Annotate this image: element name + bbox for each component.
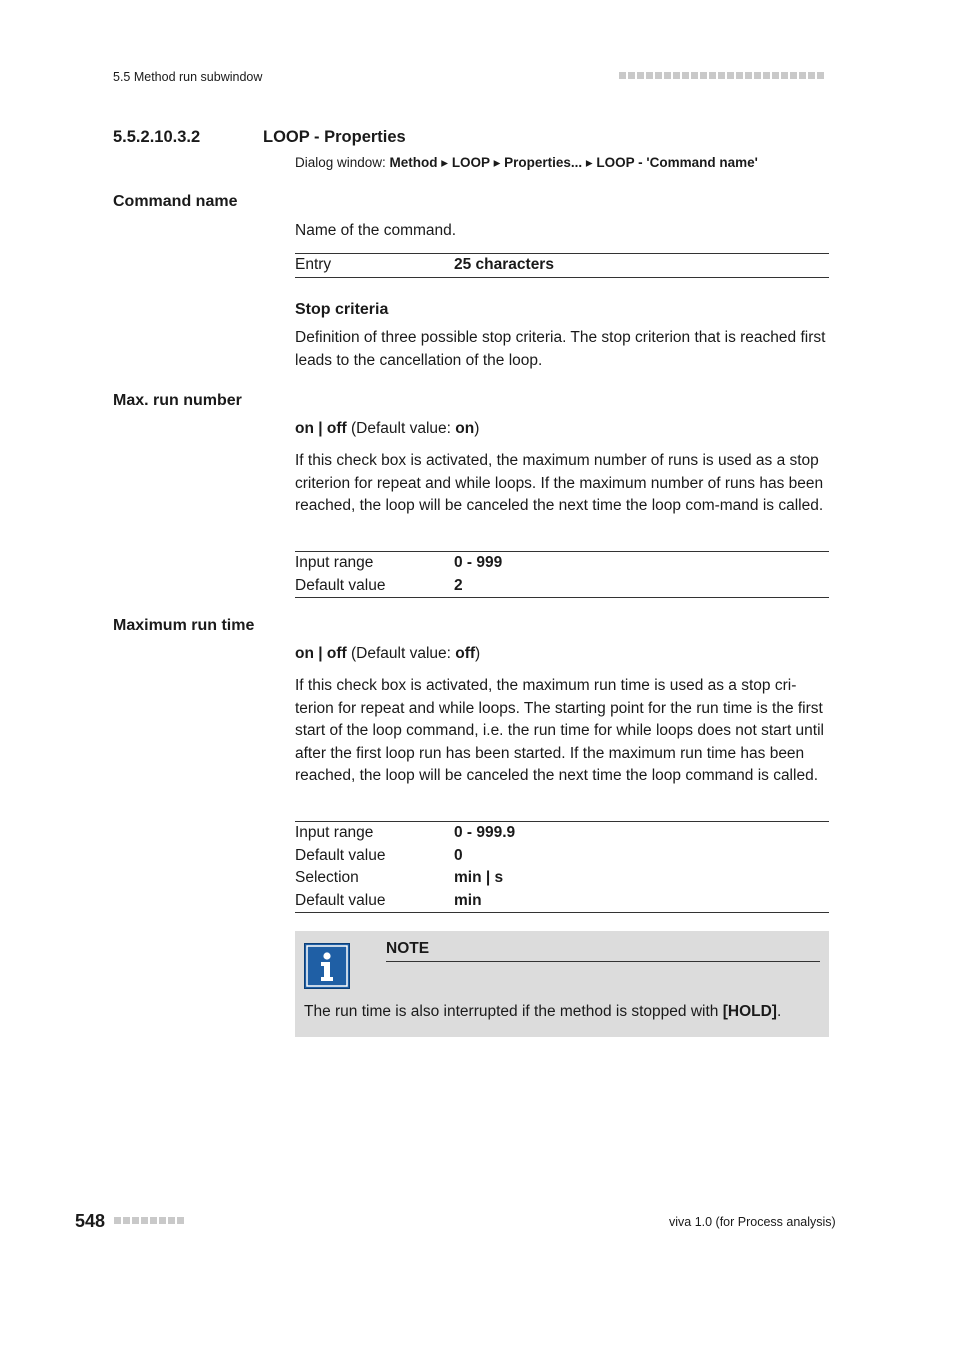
- options-value: on | off: [295, 645, 347, 662]
- table-key: Input range: [295, 824, 374, 841]
- table-row: [295, 845, 829, 868]
- table-row: [295, 552, 829, 575]
- max-run-number-description: If this check box is activated, the maximum number of runs is used as a stop criterion for repeat and while loops. If the maximum number of runs has been reached, the loop will be canceled the next time the loop com-mand is called.: [295, 452, 824, 514]
- maximum-run-time-label: Maximum run time: [113, 617, 255, 634]
- table-value: 0 - 999: [454, 554, 503, 571]
- stop-criteria-description: Definition of three possible stop criteria. The stop criterion that is reached first leads to the cancellation of the loop.: [295, 329, 826, 369]
- section-number: 5.5.2.10.3.2: [113, 128, 201, 146]
- maximum-run-time-options: [295, 643, 829, 666]
- stop-criteria-heading: Stop criteria: [295, 301, 389, 318]
- max-run-number-options: [295, 418, 829, 441]
- table-key: Default value: [295, 576, 386, 594]
- table-value: min | s: [454, 869, 504, 886]
- default-value: off: [455, 645, 476, 662]
- command-name-label: Command name: [113, 193, 238, 210]
- default-prefix: (Default value:: [346, 420, 456, 437]
- table-row: [295, 890, 829, 913]
- dialog-prefix: Dialog window:: [295, 155, 390, 170]
- maximum-run-time-description: If this check box is activated, the maximum run time is used as a stop cri-terion for repeat and while loops. The starting point for the run time is the first start of the loop command, i.e. the run time for while loops does not start until after the first loop run has been started. If the maximum run time has been reached, the loop will be canceled the next time the loop command is called.: [295, 677, 824, 784]
- maximum-run-time-table: [295, 821, 829, 913]
- footer-dot-bar: [114, 1217, 184, 1225]
- table-key: Default value: [295, 891, 386, 909]
- footer-product: viva 1.0 (for Process analysis): [669, 1215, 836, 1229]
- table-key: Selection: [295, 869, 359, 886]
- note-box: [295, 931, 829, 1037]
- note-text-suffix: .: [776, 1003, 782, 1020]
- info-icon: [304, 943, 350, 989]
- options-value: on | off: [295, 420, 347, 437]
- command-name-description: Name of the command.: [295, 222, 457, 239]
- table-row: [295, 867, 829, 890]
- table-key: Default value: [295, 846, 386, 864]
- note-text: [304, 1003, 781, 1021]
- table-value: min: [454, 891, 482, 909]
- table-key: Input range: [295, 554, 374, 571]
- table-value: 2: [454, 576, 463, 594]
- table-value: 25 characters: [454, 256, 554, 273]
- running-header-section: 5.5 Method run subwindow: [113, 70, 263, 84]
- dialog-path-value: Method ▸ LOOP ▸ Properties... ▸ LOOP - 'Command name': [389, 155, 758, 170]
- default-suffix: ): [475, 645, 481, 662]
- note-title: NOTE: [386, 940, 820, 962]
- note-text-prefix: The run time is also interrupted if the method is stopped with: [304, 1003, 723, 1020]
- table-row: [295, 822, 829, 845]
- note-text-bold: [HOLD]: [722, 1003, 777, 1020]
- table-key: Entry: [295, 256, 332, 273]
- table-value: 0: [454, 846, 463, 864]
- default-prefix: (Default value:: [346, 645, 456, 662]
- default-suffix: ): [474, 420, 480, 437]
- default-value: on: [455, 420, 475, 437]
- header-dot-bar: [619, 72, 829, 80]
- max-run-number-table: [295, 551, 829, 598]
- command-name-table: [295, 253, 829, 278]
- section-title: LOOP - Properties: [263, 128, 406, 146]
- table-value: 0 - 999.9: [454, 824, 516, 841]
- dialog-path: [295, 155, 758, 171]
- max-run-number-label: Max. run number: [113, 392, 242, 409]
- table-row: [295, 575, 829, 598]
- table-row: [295, 254, 829, 278]
- page-number: 548: [75, 1211, 106, 1231]
